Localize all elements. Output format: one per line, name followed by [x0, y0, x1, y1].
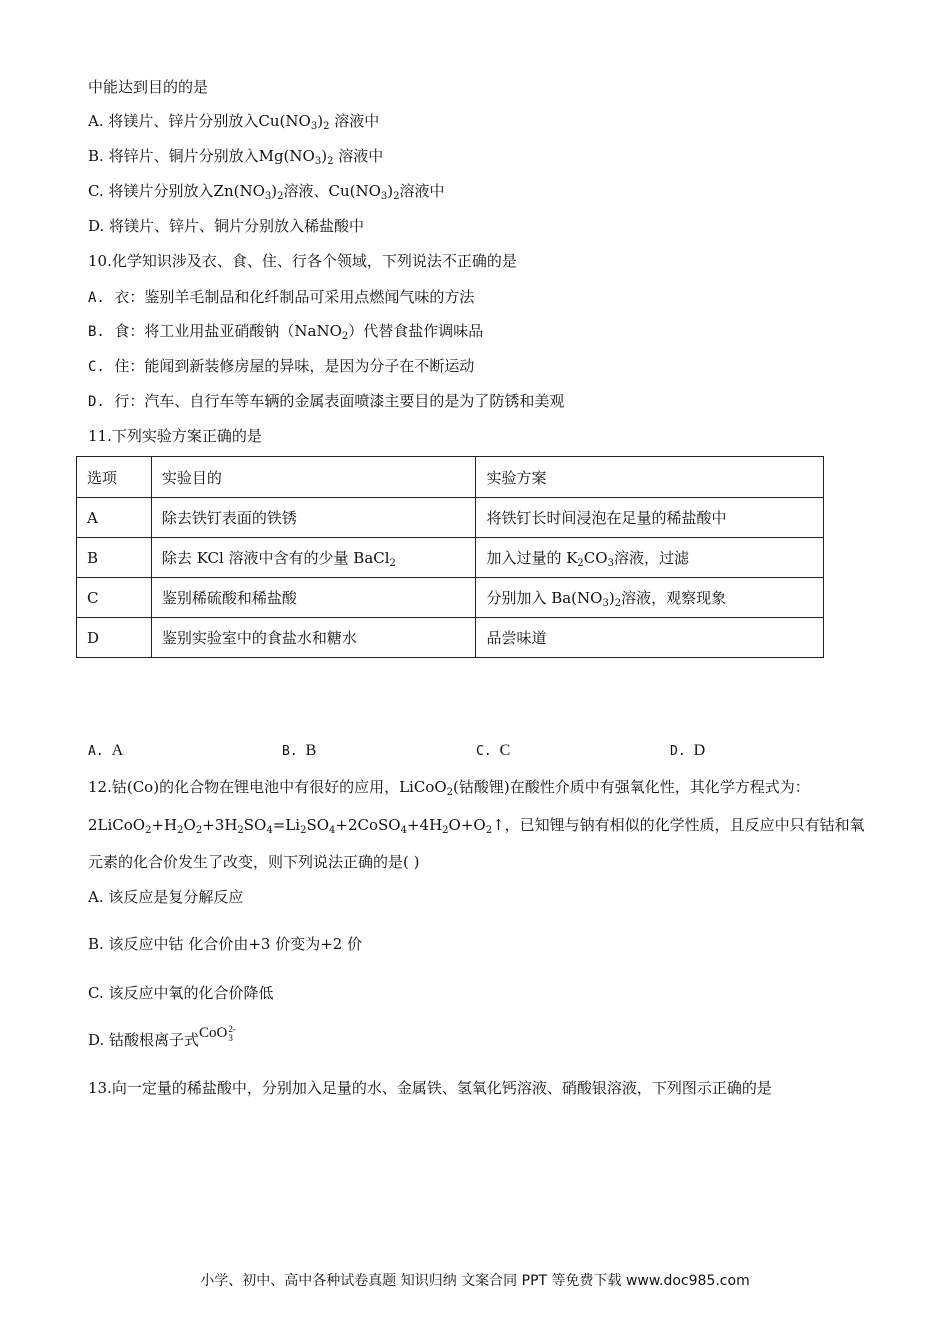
- equation-subscript: 2: [442, 825, 449, 836]
- table-row: [77, 498, 824, 538]
- q12-option-b: B. 该反应中钴 化合价由+3 价变为+2 价: [88, 935, 363, 953]
- equation-subscript: 2: [485, 825, 493, 836]
- equation-subscript: 4: [400, 825, 407, 836]
- equation-term: +4H: [406, 816, 443, 834]
- equation-term: O: [183, 816, 196, 834]
- chemical-equation: [88, 816, 505, 834]
- equation-term: SO: [306, 816, 330, 834]
- q12-option-d: D. 钴酸根离子式CoO 2- 3: [88, 1023, 236, 1049]
- q12-line-2: $2LiCoO_2+H_2O_2+3H_2SO_4=Li_2SO_4+2CoSO_4+4H_2O+O_2↑$，已知锂与钠有相似的化学性质，且反应中只有钴和氧: [88, 816, 865, 836]
- q9-option-a: A. 将镁片、锌片分别放入$Cu(NO_3)_2$ 溶液中: [88, 112, 380, 132]
- cell-plan: 品尝味道: [476, 618, 824, 658]
- q10-option-a: A. 衣：鉴别羊毛制品和化纤制品可采用点燃闻气味的方法: [88, 288, 475, 306]
- header-plan: 实验方案: [476, 457, 824, 498]
- equation-term: +3H: [202, 816, 238, 834]
- q11-choice-c: C. C: [476, 742, 511, 759]
- equation-term: 2LiCoO: [88, 816, 146, 834]
- cell-plan: 将铁钉长时间浸泡在足量的稀盐酸中: [476, 498, 824, 538]
- q11-options-table: [76, 456, 824, 658]
- q12-option-c: C. 该反应中氧的化合价降低: [88, 984, 274, 1002]
- table-row: [77, 578, 824, 618]
- equation-subscript: 2: [145, 825, 152, 836]
- equation-term: O+O: [448, 816, 486, 834]
- cobaltate-ion-formula: CoO 2- 3: [199, 1023, 236, 1043]
- cell-goal: 鉴别稀硫酸和稀盐酸: [151, 578, 476, 618]
- equation-subscript: 2: [300, 825, 307, 836]
- equation-term: =Li: [272, 816, 301, 834]
- cell-option: B: [77, 538, 152, 578]
- cell-goal: 鉴别实验室中的食盐水和糖水: [151, 618, 476, 658]
- equation-term: ↑: [492, 816, 505, 834]
- q9-option-c: C. 将镁片分别放入$Zn(NO_3)_2$溶液、$Cu(NO_3)_2$溶液中: [88, 182, 445, 202]
- table-row: [77, 538, 824, 578]
- q9-option-b: B. 将锌片、铜片分别放入$Mg(NO_3)_2$ 溶液中: [88, 147, 384, 167]
- header-option: 选项: [77, 457, 152, 498]
- q10-stem: 10.化学知识涉及衣、食、住、行各个领域，下列说法不正确的是: [88, 252, 517, 270]
- q11-choice-b: B. B: [282, 742, 317, 759]
- cell-option: C: [77, 578, 152, 618]
- q13-stem: 13.向一定量的稀盐酸中，分别加入足量的水、金属铁、氢氧化钙溶液、硝酸银溶液，下列图示正确的是: [88, 1079, 772, 1097]
- q11-stem: 11.下列实验方案正确的是: [88, 427, 262, 445]
- cell-option: A: [77, 498, 152, 538]
- cell-plan: 分别加入 $Ba(NO_3)_2$溶液，观察现象: [476, 578, 824, 618]
- q9-stem-tail: 中能达到目的的是: [88, 78, 209, 96]
- q10-option-d: D. 行：汽车、自行车等车辆的金属表面喷漆主要目的是为了防锈和美观: [88, 392, 565, 410]
- cell-plan: 加入过量的 $K_2CO_3$溶液，过滤: [476, 538, 824, 578]
- q12-line-1: 12.钴(Co)的化合物在锂电池中有很好的应用，LiCoO$_2$(钴酸锂)在酸性介质中有强氧化性，其化学方程式为：: [88, 778, 810, 798]
- table-header-row: [77, 457, 824, 498]
- header-goal: 实验目的: [151, 457, 476, 498]
- page-footer: 小学、初中、高中各种试卷真题 知识归纳 文案合同 PPT 等免费下载 www.doc985.com: [200, 1273, 750, 1289]
- equation-subscript: 2: [177, 825, 184, 836]
- equation-subscript: 4: [266, 825, 273, 836]
- cell-goal: 除去 KCl 溶液中含有的少量 BaCl$_2$: [151, 538, 476, 578]
- equation-subscript: 4: [329, 825, 336, 836]
- q10-option-c: C. 住：能闻到新装修房屋的异味，是因为分子在不断运动: [88, 357, 475, 375]
- equation-term: +H: [151, 816, 178, 834]
- q9-option-d: D. 将镁片、锌片、铜片分别放入稀盐酸中: [88, 217, 365, 235]
- equation-term: SO: [243, 816, 267, 834]
- q11-choice-a: A. A: [88, 742, 124, 759]
- q11-choice-d: D. D: [670, 742, 706, 759]
- equation-subscript: 2: [237, 825, 244, 836]
- q10-option-b: B. 食：将工业用盐亚硝酸钠（NaNO$_2$）代替食盐作调味品: [88, 322, 484, 342]
- equation-subscript: 2: [195, 825, 203, 836]
- q12-line-3: 元素的化合价发生了改变，则下列说法正确的是( ): [88, 853, 420, 871]
- equation-term: +2CoSO: [335, 816, 401, 834]
- q12-option-a: A. 该反应是复分解反应: [88, 888, 244, 906]
- table-row: [77, 618, 824, 658]
- cell-option: D: [77, 618, 152, 658]
- cell-goal: 除去铁钉表面的铁锈: [151, 498, 476, 538]
